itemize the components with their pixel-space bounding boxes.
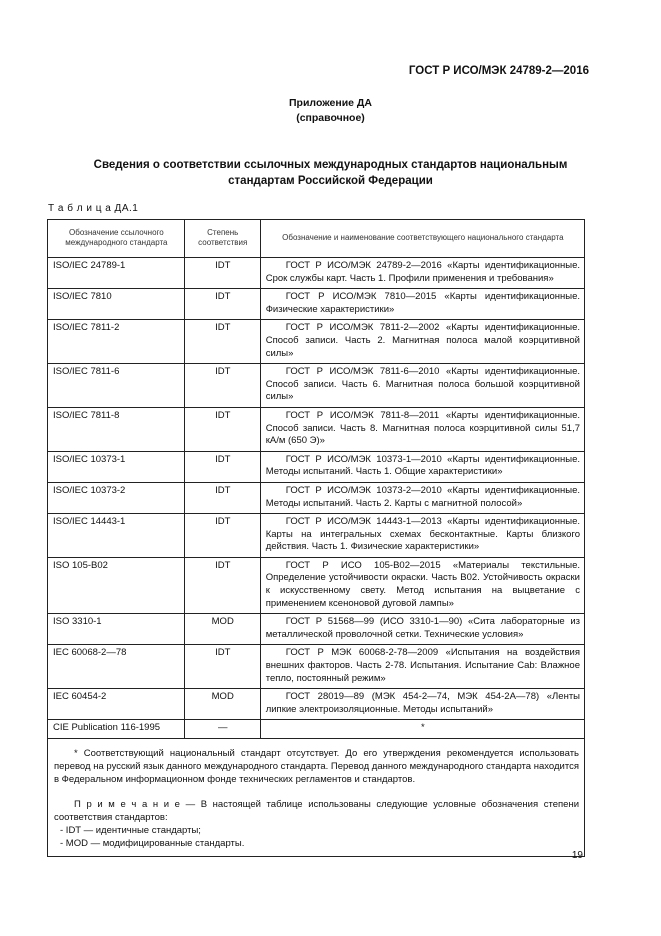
international-standard-cell: ISO/IEC 7811-6 — [48, 364, 185, 408]
table-row — [48, 689, 585, 720]
international-standard-cell: ISO 3310-1 — [48, 614, 185, 645]
page-number: 19 — [571, 850, 583, 861]
table-row — [48, 614, 585, 645]
table-row — [48, 720, 585, 739]
national-standard-cell — [260, 364, 584, 408]
degree-cell: IDT — [184, 645, 260, 689]
national-standard-text: ГОСТ Р ИСО/МЭК 7811-8—2011 «Карты идентификационные. Способ записи. Часть 8. Магнитная полоса коэрцитивной силы 51,7 кА/м (650 Э)» — [265, 409, 580, 447]
national-standard-cell — [260, 720, 584, 739]
annex-title: Приложение ДА — [289, 97, 372, 109]
national-standard-text: ГОСТ Р ИСО 105-В02—2015 «Материалы текстильные. Определение устойчивости окраски. Часть В02. Устойчивость окраски к искусственному свету. Метод испытания на выцветание с применением ксеноновой дуговой лампы» — [265, 559, 580, 609]
national-standard-text: ГОСТ 28019—89 (МЭК 454-2—74, МЭК 454-2А—78) «Ленты липкие электроизоляционные. Методы испытаний» — [265, 691, 580, 715]
national-standard-cell — [260, 689, 584, 720]
national-standard-text: * — [421, 722, 425, 734]
international-standard-cell: ISO/IEC 7810 — [48, 289, 185, 320]
national-standard-cell — [260, 407, 584, 451]
international-standard-cell: IEC 60068-2—78 — [48, 645, 185, 689]
international-standard-cell: CIE Publication 116-1995 — [48, 720, 185, 739]
column-header-degree: Степень соответствия — [184, 220, 260, 258]
document-code-header: ГОСТ Р ИСО/МЭК 24789-2—2016 — [408, 65, 589, 77]
national-standard-text: ГОСТ Р ИСО/МЭК 7810—2015 «Карты идентификационные. Физические характеристики» — [265, 291, 580, 315]
international-standard-cell: ISO/IEC 10373-1 — [48, 451, 185, 482]
national-standard-cell — [260, 482, 584, 513]
degree-cell: IDT — [184, 451, 260, 482]
correspondence-table — [47, 219, 585, 857]
table-caption: Т а б л и ц а ДА.1 — [48, 203, 139, 214]
national-standard-cell — [260, 514, 584, 558]
national-standard-text: ГОСТ Р 51568—99 (ИСО 3310-1—90) «Сита лабораторные из металлической проволочной сетки. Технические условия» — [265, 616, 580, 640]
table-header-row — [48, 220, 585, 258]
national-standard-cell — [260, 614, 584, 645]
national-standard-text: ГОСТ Р ИСО/МЭК 14443-1—2013 «Карты идентификационные. Карты на интегральных схемах бесконтактные. Карты близкого действия. Часть 1. Физические характеристики» — [265, 516, 580, 553]
national-standard-cell — [260, 451, 584, 482]
international-standard-cell: ISO/IEC 7811-8 — [48, 407, 185, 451]
table-row — [48, 557, 585, 613]
national-standard-cell — [260, 557, 584, 613]
column-header-international: Обозначение ссылочного международного стандарта — [48, 220, 185, 258]
national-standard-text: ГОСТ Р ИСО/МЭК 10373-2—2010 «Карты идентификационные. Методы испытаний. Часть 2. Карты с магнитной полосой» — [265, 484, 580, 509]
table-row — [48, 482, 585, 513]
table-row — [48, 289, 585, 320]
national-standard-text: ГОСТ Р ИСО/МЭК 7811-6—2010 «Карты идентификационные. Способ записи. Часть 6. Магнитная полоса большой коэрцитивной силы» — [265, 366, 580, 403]
national-standard-cell — [260, 645, 584, 689]
table-row — [48, 364, 585, 408]
national-standard-text: ГОСТ Р ИСО/МЭК 7811-2—2002 «Карты идентификационные. Способ записи. Часть 2. Магнитная полоса малой коэрцитивной силы» — [265, 322, 580, 359]
national-standard-cell — [260, 289, 584, 320]
table-row — [48, 320, 585, 364]
table-row — [48, 258, 585, 289]
degree-cell: MOD — [184, 614, 260, 645]
degree-cell: IDT — [184, 364, 260, 408]
international-standard-cell: ISO/IEC 24789-1 — [48, 258, 185, 289]
national-standard-text: ГОСТ Р ИСО/МЭК 10373-1—2010 «Карты идентификационные. Методы испытаний. Часть 1. Общие характеристики» — [265, 453, 580, 478]
degree-cell: IDT — [184, 514, 260, 558]
degree-cell: IDT — [184, 258, 260, 289]
column-header-national: Обозначение и наименование соответствующего национального стандарта — [260, 220, 584, 258]
legend-item-idt: - IDT — идентичные стандарты; — [60, 825, 201, 836]
international-standard-cell: ISO/IEC 7811-2 — [48, 320, 185, 364]
international-standard-cell: ISO/IEC 10373-2 — [48, 482, 185, 513]
degree-cell: IDT — [184, 289, 260, 320]
international-standard-cell: ISO/IEC 14443-1 — [48, 514, 185, 558]
notes-row — [48, 739, 585, 857]
footnote: * Соответствующий национальный стандарт отсутствует. До его утверждения рекомендуется использовать перевод на русский язык данного международного стандарта. Перевод данного международного стандарта находится в Федеральном информационном фонде технических регламентов и стандартов. — [54, 748, 579, 785]
remark: П р и м е ч а н и е — В настоящей таблице использованы следующие условные обозначения степени соответствия стандартов: — [54, 799, 579, 823]
table-row — [48, 451, 585, 482]
degree-cell: MOD — [184, 689, 260, 720]
table-row — [48, 645, 585, 689]
degree-cell: IDT — [184, 320, 260, 364]
degree-cell: IDT — [184, 482, 260, 513]
international-standard-cell: ISO 105-B02 — [48, 557, 185, 613]
national-standard-cell — [260, 258, 584, 289]
table-row — [48, 514, 585, 558]
legend-item-mod: - MOD — модифицированные стандарты. — [60, 838, 245, 849]
notes-cell — [48, 739, 585, 857]
degree-cell: — — [184, 720, 260, 739]
degree-cell: IDT — [184, 407, 260, 451]
national-standard-cell — [260, 320, 584, 364]
international-standard-cell: IEC 60454-2 — [48, 689, 185, 720]
national-standard-text: ГОСТ Р МЭК 60068-2-78—2009 «Испытания на воздействия внешних факторов. Часть 2-78. Испытания. Испытание Cab: Влажное тепло, постоянный режим» — [265, 647, 580, 684]
degree-cell: IDT — [184, 557, 260, 613]
section-title: Сведения о соответствии ссылочных международных стандартов национальным стандартам Российской Федерации — [93, 159, 568, 187]
table-row — [48, 407, 585, 451]
national-standard-text: ГОСТ Р ИСО/МЭК 24789-2—2016 «Карты идентификационные. Срок службы карт. Часть 1. Профили применения и требования» — [265, 260, 580, 284]
annex-subtitle: (справочное) — [296, 112, 365, 124]
